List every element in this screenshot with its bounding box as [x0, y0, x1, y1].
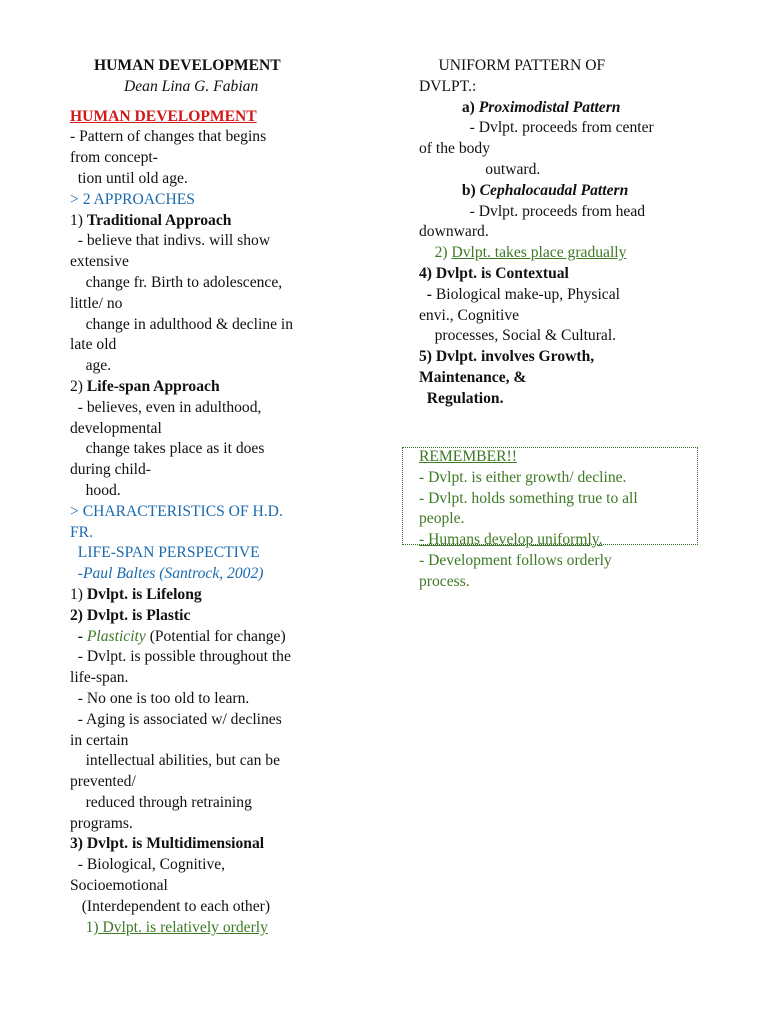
- uniform-heading: UNIFORM PATTERN OF: [419, 57, 606, 74]
- pattern-a-line: - Dvlpt. proceeds from center: [419, 119, 654, 137]
- approach-2-line: - believes, even in adulthood,: [70, 398, 262, 416]
- plasticity-line: - Plasticity (Potential for change): [70, 627, 286, 645]
- approach-1-line: late old: [70, 336, 117, 354]
- characteristics-source: -Paul Baltes (Santrock, 2002): [70, 565, 264, 583]
- characteristic-5: Regulation.: [419, 389, 504, 407]
- contextual-line: - Biological make-up, Physical: [419, 285, 620, 303]
- plastic-line: in certain: [70, 731, 129, 749]
- pattern-a-line: outward.: [419, 160, 541, 178]
- characteristic-2: 2) Dvlpt. is Plastic: [70, 606, 191, 624]
- approach-1-line: change in adulthood & decline in: [70, 315, 294, 333]
- plastic-line: - No one is too old to learn.: [70, 689, 250, 707]
- characteristic-5: 5) Dvlpt. involves Growth,: [419, 348, 595, 366]
- characteristic-3: 3) Dvlpt. is Multidimensional: [70, 835, 265, 853]
- approach-1-line: - believe that indivs. will show: [70, 232, 271, 250]
- approach-1-line: extensive: [70, 253, 129, 271]
- approach-2-line: during child-: [70, 461, 151, 479]
- author-name: Dean Lina G. Fabian: [124, 77, 259, 95]
- plastic-line: - Dvlpt. is possible throughout the: [70, 648, 291, 666]
- multi-line: - Biological, Cognitive,: [70, 856, 226, 874]
- orderly-line: 1) Dvlpt. is relatively orderly: [70, 918, 268, 936]
- definition-line-3: tion until old age.: [70, 169, 188, 187]
- characteristics-heading: FR.: [70, 523, 93, 541]
- remember-line: - Humans develop uniformly.: [419, 531, 603, 549]
- plastic-line: - Aging is associated w/ declines: [70, 710, 282, 728]
- pattern-a-line: of the body: [419, 140, 491, 158]
- multi-line: Socioemotional: [70, 877, 168, 895]
- plastic-line: intellectual abilities, but can be: [70, 752, 281, 770]
- pattern-b-line: downward.: [419, 223, 489, 241]
- contextual-line: processes, Social & Cultural.: [419, 327, 617, 345]
- characteristic-4: 4) Dvlpt. is Contextual: [419, 264, 569, 282]
- remember-line: people.: [419, 510, 465, 528]
- remember-title: REMEMBER!!: [419, 448, 517, 465]
- remember-box: [419, 447, 719, 593]
- contextual-line: envi., Cognitive: [419, 306, 520, 324]
- pattern-a-heading: a) Proximodistal Pattern: [419, 98, 621, 116]
- gradual-line: 2) Dvlpt. takes place gradually: [419, 244, 627, 262]
- multi-line: (Interdependent to each other): [70, 897, 271, 915]
- right-column: [419, 56, 709, 410]
- remember-line: - Development follows orderly: [419, 551, 612, 569]
- characteristics-heading: LIFE-SPAN PERSPECTIVE: [70, 544, 260, 562]
- plastic-line: programs.: [70, 814, 133, 832]
- uniform-heading: DVLPT.:: [419, 77, 477, 95]
- remember-line: process.: [419, 572, 470, 590]
- characteristic-1: 1) Dvlpt. is Lifelong: [70, 585, 202, 603]
- approach-2-line: hood.: [70, 481, 121, 499]
- approach-1-line: little/ no: [70, 294, 123, 312]
- document-title: HUMAN DEVELOPMENT: [94, 57, 281, 74]
- characteristic-5: Maintenance, &: [419, 368, 527, 386]
- definition-line-2: from concept-: [70, 149, 158, 167]
- section-heading: HUMAN DEVELOPMENT: [70, 107, 257, 125]
- definition-line-1: - Pattern of changes that begins: [70, 128, 267, 146]
- approach-2-heading: 2) Life-span Approach: [70, 377, 220, 395]
- approach-2-line: developmental: [70, 419, 162, 437]
- pattern-b-line: - Dvlpt. proceeds from head: [419, 202, 646, 220]
- approach-1-heading: 1) Traditional Approach: [70, 211, 232, 229]
- approaches-heading: > 2 APPROACHES: [70, 190, 195, 208]
- remember-line: - Dvlpt. holds something true to all: [419, 489, 638, 507]
- approach-1-line: age.: [70, 357, 112, 375]
- approach-2-line: change takes place as it does: [70, 440, 265, 458]
- plastic-line: prevented/: [70, 773, 136, 791]
- pattern-b-heading: b) Cephalocaudal Pattern: [419, 181, 629, 199]
- plastic-line: life-span.: [70, 669, 129, 687]
- left-column: [70, 56, 345, 938]
- remember-line: - Dvlpt. is either growth/ decline.: [419, 468, 627, 486]
- characteristics-heading: > CHARACTERISTICS OF H.D.: [70, 502, 283, 520]
- approach-1-line: change fr. Birth to adolescence,: [70, 273, 283, 291]
- plastic-line: reduced through retraining: [70, 793, 252, 811]
